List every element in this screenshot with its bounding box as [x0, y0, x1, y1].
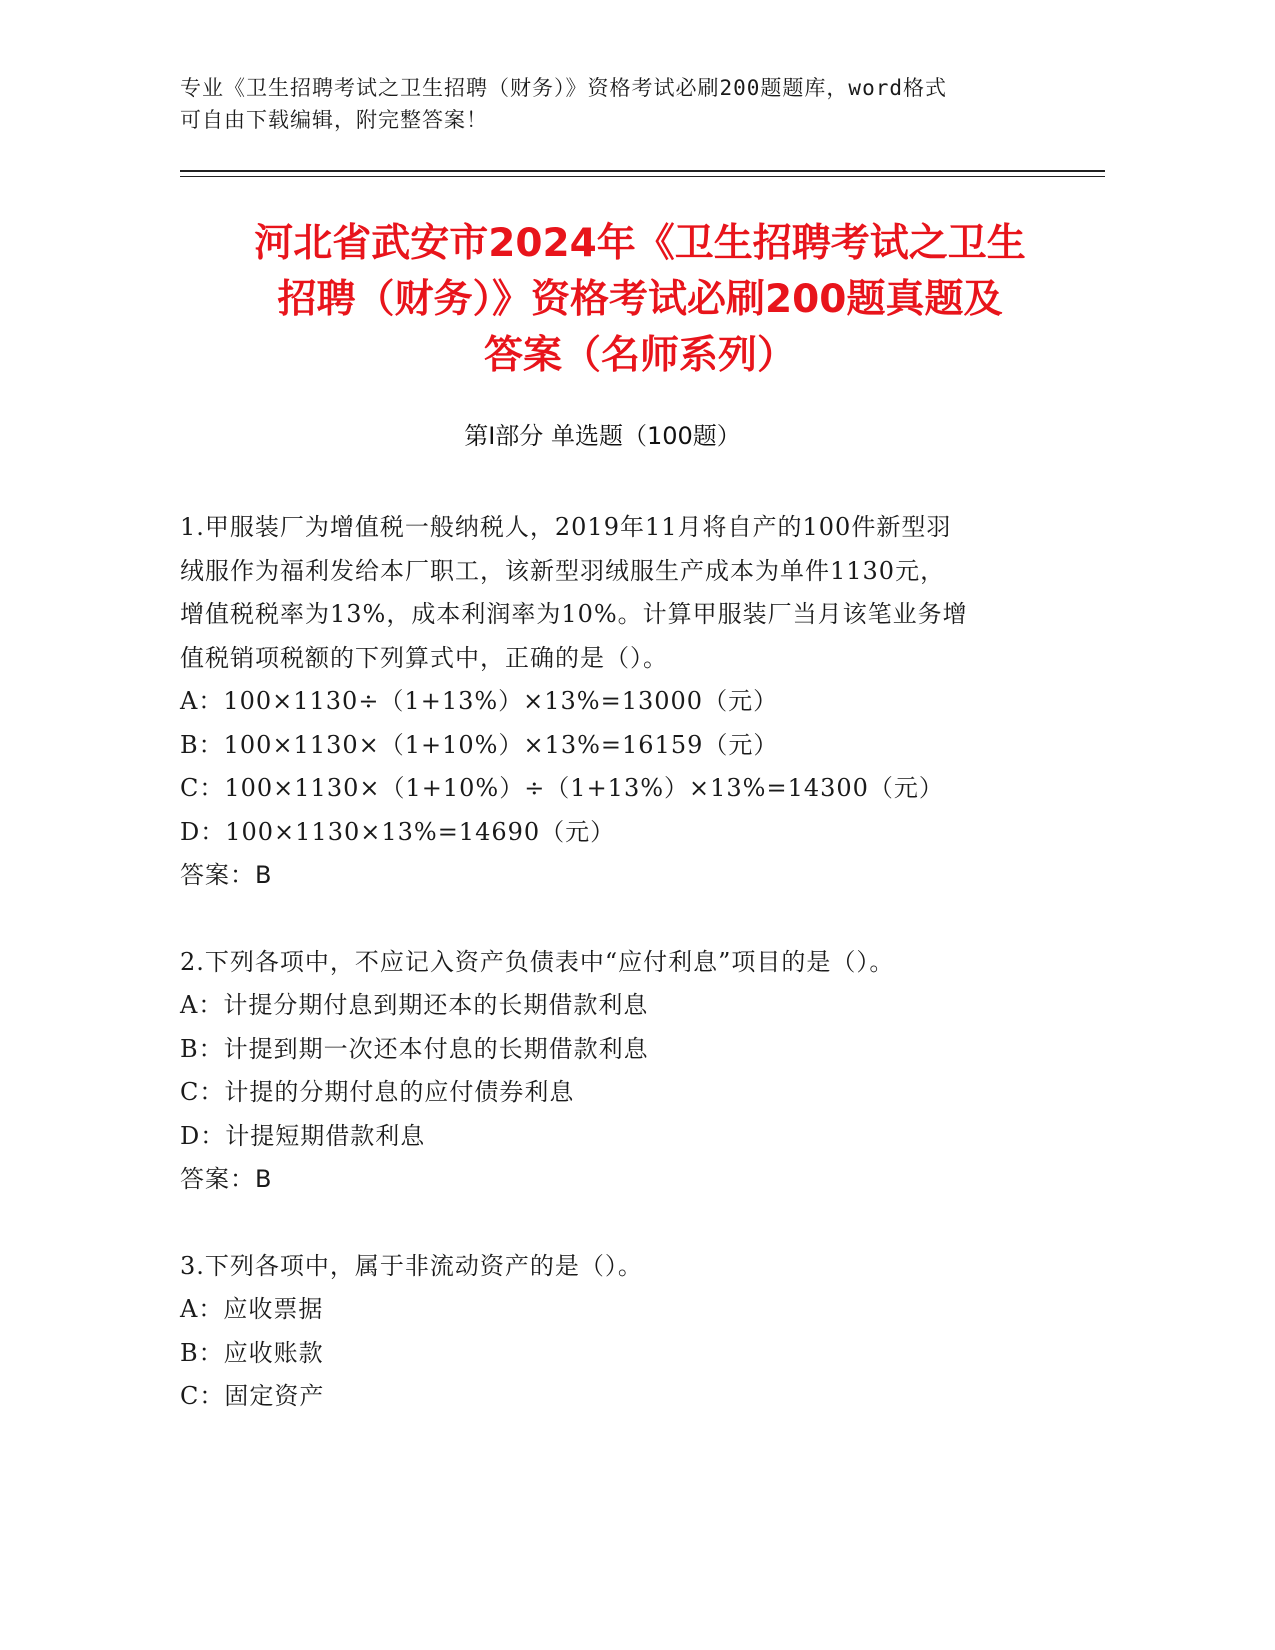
header-note-line-1: 专业《卫生招聘考试之卫生招聘（财务）》资格考试必刷200题题库，word格式	[180, 76, 947, 100]
option-a: A：应收票据	[180, 1295, 324, 1323]
question-2	[180, 941, 1060, 1202]
header-divider-thin	[180, 176, 1105, 177]
title-line-2: 招聘（财务）》资格考试必刷200题真题及	[277, 277, 1003, 322]
question-list	[180, 506, 1060, 1462]
title-line-1: 河北省武安市2024年《卫生招聘考试之卫生	[254, 221, 1026, 266]
option-c: C：100×1130×（1+10%）÷（1+13%）×13%=14300（元）	[180, 774, 944, 802]
option-a: A：计提分期付息到期还本的长期借款利息	[180, 991, 649, 1019]
answer-line: 答案：B	[180, 1165, 273, 1193]
option-c: C：计提的分期付息的应付债券利息	[180, 1078, 575, 1106]
option-b: B：100×1130×（1+10%）×13%=16159（元）	[180, 730, 779, 759]
question-1	[180, 506, 1060, 898]
question-stem-line: 增值税税率为13%，成本利润率为10%。计算甲服装厂当月该笔业务增	[180, 600, 968, 628]
section-title: 第Ⅰ部分 单选题（100题）	[464, 422, 741, 450]
header-note-line-2: 可自由下载编辑，附完整答案！	[180, 108, 488, 132]
question-stem	[180, 1245, 1060, 1289]
title-line-3: 答案（名师系列）	[483, 333, 796, 378]
question-stem-line: 绒服作为福利发给本厂职工，该新型羽绒服生产成本为单件1130元，	[180, 556, 946, 585]
question-3	[180, 1245, 1060, 1419]
header-divider-thick	[180, 170, 1105, 172]
question-stem	[180, 506, 1060, 680]
option-b: B：应收账款	[180, 1338, 324, 1367]
question-stem-line: 1.甲服装厂为增值税一般纳税人，2019年11月将自产的100件新型羽	[180, 513, 952, 541]
option-c: C：固定资产	[180, 1382, 325, 1410]
question-stem-line: 2.下列各项中，不应记入资产负债表中“应付利息”项目的是（）。	[180, 947, 895, 976]
document-title	[150, 216, 1130, 384]
option-d: D：计提短期借款利息	[180, 1121, 426, 1150]
option-d: D：100×1130×13%=14690（元）	[180, 817, 616, 846]
option-a: A：100×1130÷（1+13%）×13%=13000（元）	[180, 687, 779, 715]
question-stem-line: 值税销项税额的下列算式中，正确的是（）。	[180, 643, 668, 672]
question-stem	[180, 941, 1060, 985]
answer-line: 答案：B	[180, 861, 273, 889]
header-note	[180, 72, 1060, 136]
option-b: B：计提到期一次还本付息的长期借款利息	[180, 1034, 649, 1063]
question-stem-line: 3.下列各项中，属于非流动资产的是（）。	[180, 1251, 643, 1280]
